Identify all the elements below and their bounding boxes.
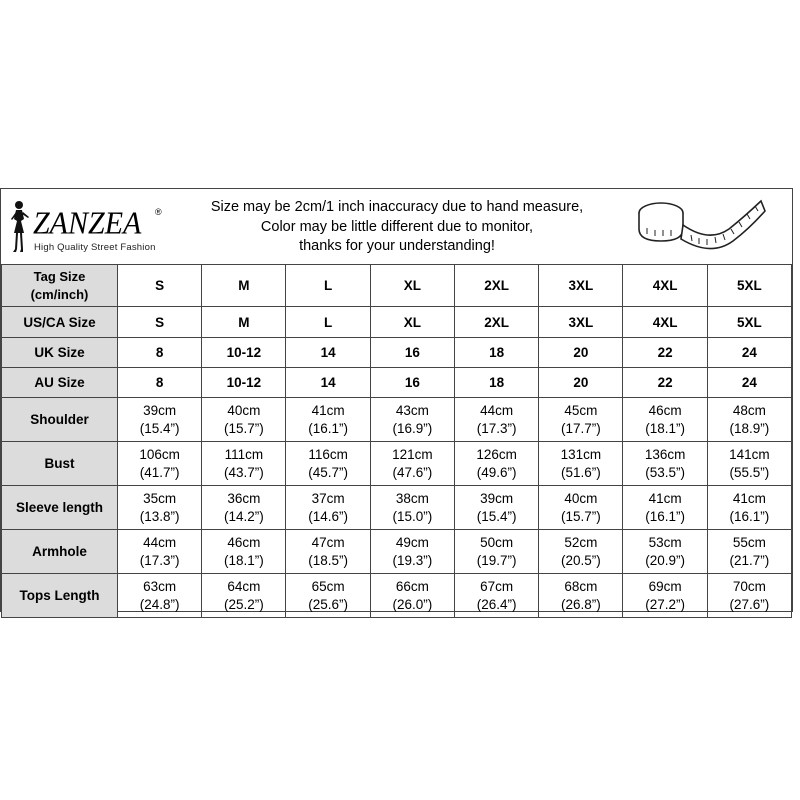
size-cell: 5XL bbox=[707, 265, 791, 307]
table-row bbox=[2, 265, 792, 307]
table-row bbox=[2, 307, 792, 338]
measure-inch: (15.7”) bbox=[223, 420, 264, 436]
measure-cm: 43cm bbox=[395, 402, 429, 418]
measure-inch: (15.4”) bbox=[139, 420, 180, 436]
measure-cm: 69cm bbox=[648, 578, 682, 594]
measure-inch: (26.0”) bbox=[392, 596, 433, 612]
measure-cell bbox=[707, 442, 791, 486]
measure-cm: 44cm bbox=[480, 402, 514, 418]
measure-inch: (45.7”) bbox=[308, 464, 348, 480]
measure-cm: 36cm bbox=[227, 490, 261, 506]
measurement-notice bbox=[201, 198, 593, 257]
measure-cell bbox=[539, 398, 623, 442]
measure-cell bbox=[286, 574, 370, 618]
measure-cell bbox=[370, 574, 454, 618]
size-cell: 20 bbox=[539, 368, 623, 398]
row-header: Bust bbox=[2, 442, 118, 486]
notice-line: Color may be little different due to monitor, bbox=[260, 218, 534, 235]
measure-cell bbox=[707, 398, 791, 442]
measure-inch: (41.7”) bbox=[139, 464, 180, 480]
size-chart bbox=[0, 188, 793, 612]
size-cell: 22 bbox=[623, 338, 707, 368]
table-row bbox=[2, 338, 792, 368]
measure-cell bbox=[539, 574, 623, 618]
measure-cell bbox=[454, 530, 538, 574]
woman-silhouette-icon bbox=[7, 199, 33, 255]
measure-cell bbox=[370, 398, 454, 442]
measure-cell bbox=[370, 486, 454, 530]
measure-inch: (15.0”) bbox=[392, 508, 433, 524]
measure-cell bbox=[707, 486, 791, 530]
chart-header bbox=[1, 189, 792, 265]
size-cell: 10-12 bbox=[202, 338, 286, 368]
size-cell: 3XL bbox=[539, 307, 623, 338]
measure-cell bbox=[286, 442, 370, 486]
measure-cell bbox=[202, 574, 286, 618]
measure-cell bbox=[454, 574, 538, 618]
measure-cell bbox=[370, 442, 454, 486]
measure-cm: 41cm bbox=[648, 490, 682, 506]
size-cell: 22 bbox=[623, 368, 707, 398]
size-cell: 16 bbox=[370, 368, 454, 398]
measure-cell bbox=[707, 574, 791, 618]
measure-inch: (16.1”) bbox=[729, 508, 770, 524]
measure-inch: (13.8”) bbox=[139, 508, 180, 524]
measure-cm: 41cm bbox=[732, 490, 766, 506]
size-cell: 4XL bbox=[623, 307, 707, 338]
measure-cell bbox=[202, 530, 286, 574]
size-cell: 24 bbox=[707, 338, 791, 368]
measure-inch: (14.6”) bbox=[308, 508, 348, 524]
measure-cell bbox=[286, 486, 370, 530]
measure-cm: 37cm bbox=[311, 490, 345, 506]
measure-cm: 46cm bbox=[648, 402, 682, 418]
size-cell: 2XL bbox=[454, 307, 538, 338]
measure-inch: (55.5”) bbox=[729, 464, 770, 480]
measure-cell bbox=[118, 574, 202, 618]
measure-inch: (20.9”) bbox=[645, 552, 685, 568]
measure-inch: (21.7”) bbox=[729, 552, 770, 568]
measure-inch: (15.7”) bbox=[560, 508, 601, 524]
notice-line: Size may be 2cm/1 inch inaccuracy due to hand measure, bbox=[210, 199, 584, 215]
measure-cell bbox=[202, 398, 286, 442]
row-header-line: Tag Size bbox=[33, 268, 86, 284]
brand-name: ZANZEA bbox=[33, 206, 142, 241]
notice-line: thanks for your understanding! bbox=[299, 238, 495, 254]
row-header: UK Size bbox=[2, 338, 118, 368]
measure-cell bbox=[286, 530, 370, 574]
measure-cm: 131cm bbox=[560, 446, 602, 462]
measure-cm: 44cm bbox=[143, 534, 177, 550]
row-header: Sleeve length bbox=[2, 486, 118, 530]
measure-inch: (51.6”) bbox=[560, 464, 601, 480]
measure-cell bbox=[286, 398, 370, 442]
measure-inch: (15.4”) bbox=[476, 508, 517, 524]
measure-inch: (26.8”) bbox=[560, 596, 601, 612]
size-cell: M bbox=[202, 307, 286, 338]
size-cell: L bbox=[286, 265, 370, 307]
measure-cm: 63cm bbox=[143, 578, 177, 594]
measure-inch: (16.9”) bbox=[392, 420, 433, 436]
table-row bbox=[2, 574, 792, 618]
measure-inch: (17.3”) bbox=[476, 420, 517, 436]
size-cell: 24 bbox=[707, 368, 791, 398]
measure-inch: (26.4”) bbox=[476, 596, 517, 612]
measure-cell bbox=[623, 574, 707, 618]
measuring-tape-icon bbox=[629, 195, 769, 259]
measure-inch: (18.1”) bbox=[223, 552, 264, 568]
measure-cell bbox=[202, 442, 286, 486]
measure-inch: (19.7”) bbox=[476, 552, 517, 568]
table-row bbox=[2, 398, 792, 442]
table-row bbox=[2, 530, 792, 574]
row-header: US/CA Size bbox=[2, 307, 118, 338]
measure-inch: (25.6”) bbox=[308, 596, 348, 612]
measure-cm: 45cm bbox=[564, 402, 598, 418]
row-header: Shoulder bbox=[2, 398, 118, 442]
size-cell: 2XL bbox=[454, 265, 538, 307]
measure-cm: 41cm bbox=[311, 402, 345, 418]
measure-cm: 48cm bbox=[732, 402, 766, 418]
size-cell: M bbox=[202, 265, 286, 307]
size-cell: 4XL bbox=[623, 265, 707, 307]
measure-cell bbox=[623, 442, 707, 486]
measure-cell bbox=[539, 442, 623, 486]
measure-cm: 67cm bbox=[480, 578, 514, 594]
table-row bbox=[2, 368, 792, 398]
measure-cm: 55cm bbox=[732, 534, 766, 550]
size-cell: 3XL bbox=[539, 265, 623, 307]
table-row bbox=[2, 442, 792, 486]
measure-cm: 53cm bbox=[648, 534, 682, 550]
measure-cell bbox=[118, 442, 202, 486]
table-row bbox=[2, 486, 792, 530]
measure-inch: (14.2”) bbox=[223, 508, 264, 524]
measure-inch: (25.2”) bbox=[223, 596, 264, 612]
size-cell: 18 bbox=[454, 368, 538, 398]
measure-cell bbox=[623, 398, 707, 442]
measure-cm: 50cm bbox=[480, 534, 514, 550]
size-cell: XL bbox=[370, 307, 454, 338]
measure-cell bbox=[623, 486, 707, 530]
row-header: AU Size bbox=[2, 368, 118, 398]
measure-cm: 65cm bbox=[311, 578, 345, 594]
measure-inch: (19.3”) bbox=[392, 552, 433, 568]
measure-cell bbox=[539, 486, 623, 530]
measure-inch: (17.7”) bbox=[560, 420, 601, 436]
measure-cell bbox=[118, 530, 202, 574]
measure-cm: 116cm bbox=[308, 446, 348, 462]
size-cell: S bbox=[118, 307, 202, 338]
measure-cell bbox=[454, 486, 538, 530]
size-cell: XL bbox=[370, 265, 454, 307]
measure-cm: 46cm bbox=[227, 534, 261, 550]
size-cell: 10-12 bbox=[202, 368, 286, 398]
row-header: Tops Length bbox=[2, 574, 118, 618]
measure-cell bbox=[118, 486, 202, 530]
measure-cm: 40cm bbox=[564, 490, 598, 506]
measure-inch: (18.1”) bbox=[645, 420, 685, 436]
size-cell: 18 bbox=[454, 338, 538, 368]
measure-inch: (20.5”) bbox=[560, 552, 601, 568]
measure-cm: 70cm bbox=[732, 578, 766, 594]
row-header: Armhole bbox=[2, 530, 118, 574]
measure-inch: (53.5”) bbox=[645, 464, 685, 480]
measure-inch: (27.6”) bbox=[729, 596, 770, 612]
measure-cm: 111cm bbox=[224, 446, 264, 462]
measure-cell bbox=[202, 486, 286, 530]
brand-tagline: High Quality Street Fashion bbox=[34, 242, 156, 253]
size-cell: 5XL bbox=[707, 307, 791, 338]
measure-cell bbox=[454, 442, 538, 486]
measure-cell bbox=[623, 530, 707, 574]
measure-cm: 106cm bbox=[139, 446, 180, 462]
size-cell: 8 bbox=[118, 338, 202, 368]
measure-cm: 38cm bbox=[395, 490, 429, 506]
measure-cm: 40cm bbox=[227, 402, 261, 418]
measure-inch: (18.9”) bbox=[729, 420, 770, 436]
measure-cell bbox=[118, 398, 202, 442]
measure-inch: (43.7”) bbox=[223, 464, 264, 480]
measure-cell bbox=[707, 530, 791, 574]
measure-cm: 39cm bbox=[480, 490, 514, 506]
measure-inch: (27.2”) bbox=[645, 596, 685, 612]
measure-cm: 39cm bbox=[143, 402, 177, 418]
size-cell: 14 bbox=[286, 338, 370, 368]
measure-cell bbox=[370, 530, 454, 574]
row-header bbox=[2, 265, 118, 307]
measure-inch: (16.1”) bbox=[645, 508, 685, 524]
measure-inch: (24.8”) bbox=[139, 596, 180, 612]
measure-inch: (16.1”) bbox=[308, 420, 348, 436]
registered-mark: ® bbox=[155, 207, 162, 217]
row-header-line: (cm/inch) bbox=[30, 286, 89, 302]
brand-logo bbox=[7, 197, 207, 257]
size-cell: 16 bbox=[370, 338, 454, 368]
measure-cell bbox=[454, 398, 538, 442]
measure-cm: 68cm bbox=[564, 578, 598, 594]
size-cell: L bbox=[286, 307, 370, 338]
measure-inch: (17.3”) bbox=[139, 552, 180, 568]
size-cell: S bbox=[118, 265, 202, 307]
measure-inch: (47.6”) bbox=[392, 464, 433, 480]
measure-cm: 52cm bbox=[564, 534, 598, 550]
measure-cm: 64cm bbox=[227, 578, 261, 594]
measure-cm: 136cm bbox=[644, 446, 686, 462]
size-cell: 20 bbox=[539, 338, 623, 368]
measure-cm: 49cm bbox=[395, 534, 429, 550]
size-table bbox=[1, 264, 792, 618]
measure-cm: 35cm bbox=[143, 490, 177, 506]
measure-inch: (49.6”) bbox=[476, 464, 517, 480]
size-cell: 8 bbox=[118, 368, 202, 398]
measure-cm: 47cm bbox=[311, 534, 345, 550]
measure-cm: 126cm bbox=[476, 446, 517, 462]
measure-cm: 66cm bbox=[395, 578, 429, 594]
measure-inch: (18.5”) bbox=[308, 552, 348, 568]
size-cell: 14 bbox=[286, 368, 370, 398]
measure-cm: 141cm bbox=[729, 446, 770, 462]
measure-cell bbox=[539, 530, 623, 574]
measure-cm: 121cm bbox=[392, 446, 433, 462]
